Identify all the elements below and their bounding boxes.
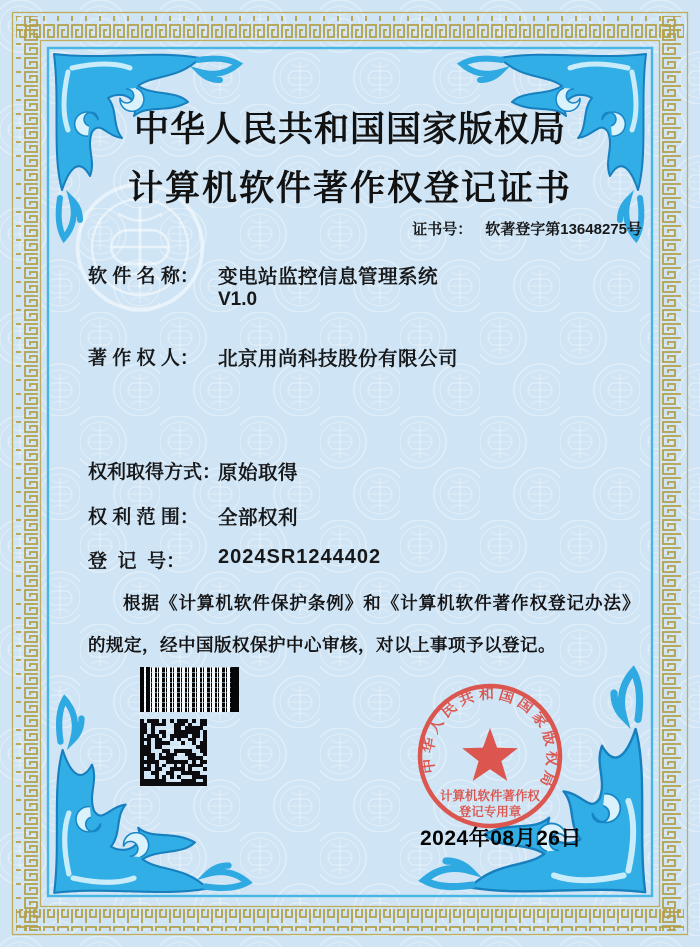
qr-code bbox=[140, 719, 207, 786]
field-copyright-owner bbox=[88, 343, 458, 371]
barcode bbox=[140, 667, 239, 712]
field-software-version-value: V1.0 bbox=[218, 289, 258, 310]
field-registration-number bbox=[88, 546, 381, 573]
field-rights-scope-label: 权 利 范 围： bbox=[88, 507, 199, 528]
field-registration-number-value: 2024SR1244402 bbox=[218, 546, 382, 568]
field-acquisition-method-label: 权利取得方式： bbox=[88, 462, 222, 483]
field-software-name-value: 变电站监控信息管理系统 bbox=[218, 266, 439, 288]
field-copyright-owner-label: 著 作 权 人： bbox=[88, 348, 199, 369]
registration-statement: 根据《计算机软件保护条例》和《计算机软件著作权登记办法》的规定，经中国版权保护中心审核，对以上事项予以登记。 bbox=[88, 593, 640, 655]
field-acquisition-method bbox=[88, 457, 298, 485]
field-rights-scope-value: 全部权利 bbox=[218, 507, 299, 529]
seal-line1: 计算机软件著作权 bbox=[439, 789, 541, 803]
certificate-number-line bbox=[412, 218, 642, 239]
field-rights-scope bbox=[88, 502, 298, 530]
field-software-name bbox=[88, 261, 438, 289]
certificate-number-label: 证书号： bbox=[412, 221, 473, 238]
field-copyright-owner-value: 北京用尚科技股份有限公司 bbox=[218, 348, 459, 370]
field-software-name-label: 软 件 名 称： bbox=[88, 266, 199, 287]
certificate-title-line2: 计算机软件著作权登记证书 bbox=[127, 169, 572, 208]
field-registration-number-label: 登 记 号： bbox=[88, 551, 186, 572]
seal-star-icon bbox=[462, 728, 518, 781]
official-seal bbox=[410, 678, 570, 838]
registration-date: 2024年08月26日 bbox=[420, 827, 582, 850]
certificate-number-value: 软著登字第13648275号 bbox=[485, 221, 642, 238]
seal-ring-text: 中华人民共和国国家版权局 bbox=[420, 686, 560, 793]
field-acquisition-method-value: 原始取得 bbox=[218, 462, 299, 484]
certificate-title-line1: 中华人民共和国国家版权局 bbox=[133, 110, 566, 149]
seal-line2: 登记专用章 bbox=[458, 805, 522, 819]
